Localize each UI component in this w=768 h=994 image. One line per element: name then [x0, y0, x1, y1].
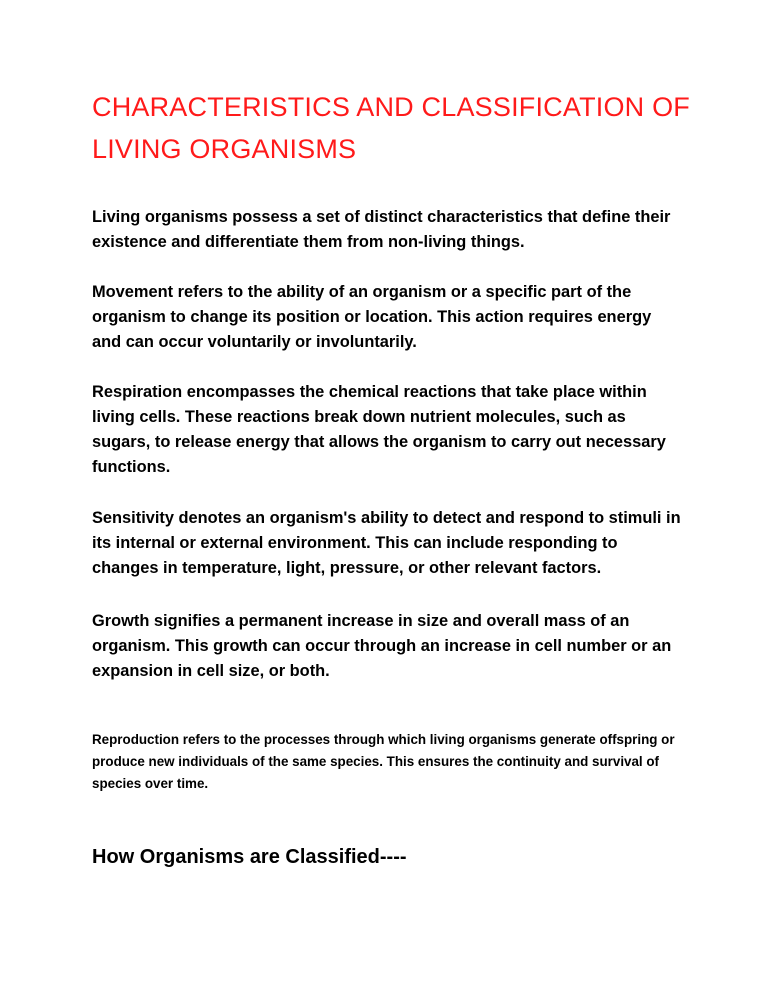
document-title: CHARACTERISTICS AND CLASSIFICATION OF LIVING ORGANISMS: [92, 92, 690, 164]
paragraph-growth: Growth signifies a permanent increase in size and overall mass of an organism. This growth can occur through an increase in cell number or an expansion in cell size, or both.: [92, 612, 672, 680]
paragraph-respiration: Respiration encompasses the chemical reactions that take place within living cells. These reactions break down nutrient molecules, such as sugars, to release energy that allows the organism to carry out necessary functions.: [92, 383, 666, 476]
paragraph-intro: Living organisms possess a set of distinct characteristics that define their existence and differentiate them from non-living things.: [92, 208, 671, 251]
paragraph-movement: Movement refers to the ability of an organism or a specific part of the organism to change its position or location. This action requires energy and can occur voluntarily or involuntarily.: [92, 283, 652, 351]
paragraph-sensitivity: Sensitivity denotes an organism's ability to detect and respond to stimuli in its internal or external environment. This can include responding to changes in temperature, light, pressure, or other relevant factors.: [92, 509, 681, 577]
section-heading: How Organisms are Classified----: [92, 846, 407, 868]
paragraph-reproduction: Reproduction refers to the processes through which living organisms generate offspring or produce new individuals of the same species. This ensures the continuity and survival of species over time.: [92, 732, 675, 791]
